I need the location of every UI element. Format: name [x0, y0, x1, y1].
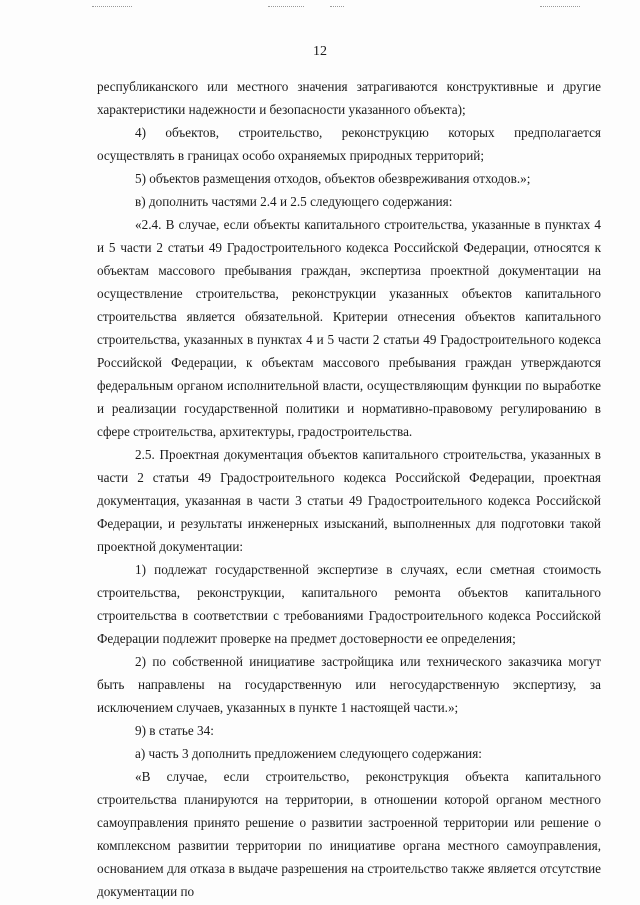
paragraph: 1) подлежат государственной экспертизе в случаях, если сметная стоимость строительства, реконструкции, капитального ремонта объектов капитального строительства в соответствии с требованиями Градостроительного кодекса Российской Федерации подлежит проверке на предмет достоверности ее определения;	[97, 562, 601, 646]
document-text	[97, 75, 601, 903]
paragraph: 4) объектов, строительство, реконструкцию которых предполагается осуществлять в границах особо охраняемых природных территорий;	[97, 125, 601, 163]
paragraph: республиканского или местного значения затрагиваются конструктивные и другие характеристики надежности и безопасности указанного объекта);	[97, 79, 601, 117]
scan-artifact	[92, 6, 132, 8]
paragraph: 5) объектов размещения отходов, объектов обезвреживания отходов.»;	[135, 171, 531, 186]
paragraph: 2.5. Проектная документация объектов капитального строительства, указанных в части 2 статьи 49 Градостроительного кодекса Российской Федерации, проектная документация, указанная в части 3 статьи 49 Градостроительного кодекса Российской Федерации, и результаты инженерных изысканий, выполненных для подготовки такой проектной документации:	[97, 447, 601, 554]
paragraph: 2) по собственной инициативе застройщика или технического заказчика могут быть направлены на государственную или негосударственную экспертизу, за исключением случаев, указанных в пункте 1 настоящей части.»;	[97, 654, 601, 715]
paragraph: «2.4. В случае, если объекты капитального строительства, указанные в пунктах 4 и 5 части 2 статьи 49 Градостроительного кодекса Российской Федерации, относятся к объектам массового пребывания граждан, экспертиза проектной документации на осуществление строительства, реконструкции указанных объектов капитального строительства является обязательной. Критерии отнесения объектов капитального строительства, указанных в пунктах 4 и 5 части 2 статьи 49 Градостроительного кодекса Российской Федерации, к объектам массового пребывания граждан утверждаются федеральным органом исполнительной власти, осуществляющим функции по выработке и реализации государственной политики и нормативно-правовому регулированию в сфере строительства, архитектуры, градостроительства.	[97, 217, 601, 439]
paragraph: «В случае, если строительство, реконструкция объекта капитального строительства планируются на территории, в отношении которой органом местного самоуправления принято решение о развитии застроенной территории или решение о комплексном развитии территории по инициативе органа местного самоуправления, основанием для отказа в выдаче разрешения на строительство также является отсутствие документации по	[97, 769, 601, 899]
paragraph: 9) в статье 34:	[135, 723, 214, 738]
scan-artifact	[330, 6, 344, 8]
paragraph: в) дополнить частями 2.4 и 2.5 следующего содержания:	[135, 194, 453, 209]
scan-artifact	[540, 6, 580, 8]
page-number: 12	[313, 44, 327, 59]
paragraph: а) часть 3 дополнить предложением следующего содержания:	[135, 746, 482, 761]
scan-artifact	[268, 6, 304, 8]
